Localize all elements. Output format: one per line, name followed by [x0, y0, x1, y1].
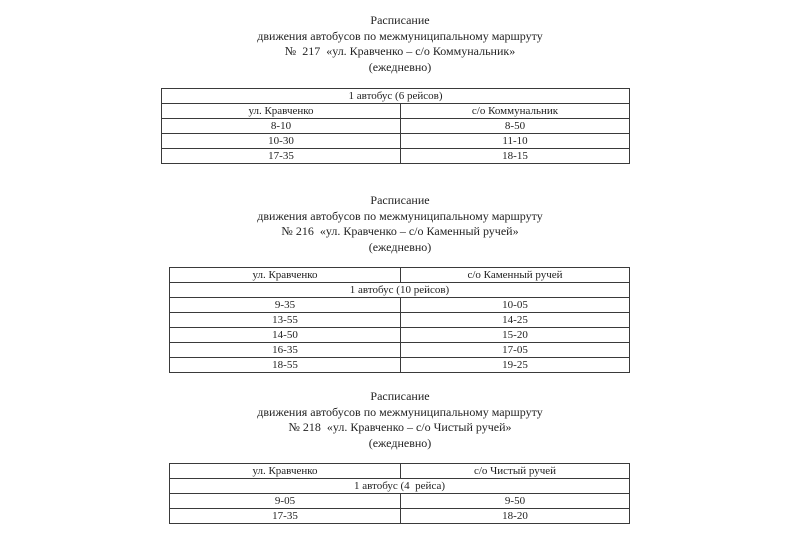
departure-time-cell: 9-05 [170, 494, 401, 509]
return-time-cell: 19-25 [401, 358, 630, 373]
return-time-cell: 18-15 [401, 149, 630, 164]
table-row [162, 119, 630, 134]
departure-time-cell: 13-55 [170, 313, 401, 328]
schedule-216-heading [0, 193, 800, 255]
column-header-from: ул. Кравченко [162, 104, 401, 119]
departure-time-cell: 17-35 [170, 509, 401, 524]
return-time-cell: 11-10 [401, 134, 630, 149]
schedule-216-table [169, 267, 630, 373]
table-row [170, 298, 630, 313]
departure-time-cell: 17-35 [162, 149, 401, 164]
return-time-cell: 14-25 [401, 313, 630, 328]
header-row [162, 104, 630, 119]
heading-title: Расписание [370, 13, 430, 27]
heading-title: Расписание [370, 193, 430, 207]
column-header-to: с/о Чистый ручей [401, 464, 630, 479]
column-header-to: с/о Коммунальник [401, 104, 630, 119]
table-row [170, 328, 630, 343]
schedule-218-table [169, 463, 630, 524]
departure-time-cell: 14-50 [170, 328, 401, 343]
heading-subtitle: движения автобусов по межмуниципальному маршруту [257, 28, 543, 43]
return-time-cell: 9-50 [401, 494, 630, 509]
schedule-217-table [161, 88, 630, 164]
table-row [162, 149, 630, 164]
column-header-to: с/о Каменный ручей [401, 268, 630, 283]
table-row [170, 509, 630, 524]
column-header-from: ул. Кравченко [170, 464, 401, 479]
bus-info-row [170, 283, 630, 298]
departure-time-cell: 9-35 [170, 298, 401, 313]
heading-frequency: (ежедневно) [368, 435, 432, 450]
return-time-cell: 17-05 [401, 343, 630, 358]
header-row [170, 464, 630, 479]
return-time-cell: 15-20 [401, 328, 630, 343]
table-row [170, 343, 630, 358]
bus-info-row [170, 479, 630, 494]
table-row [170, 494, 630, 509]
bus-info-cell: 1 автобус (6 рейсов) [162, 89, 630, 104]
table-row [170, 358, 630, 373]
bus-info-cell: 1 автобус (10 рейсов) [170, 283, 630, 298]
departure-time-cell: 16-35 [170, 343, 401, 358]
departure-time-cell: 10-30 [162, 134, 401, 149]
heading-title: Расписание [370, 389, 430, 403]
bus-info-row [162, 89, 630, 104]
return-time-cell: 8-50 [401, 119, 630, 134]
return-time-cell: 10-05 [401, 298, 630, 313]
heading-route: № 217 «ул. Кравченко – с/о Коммунальник» [284, 44, 516, 58]
heading-frequency: (ежедневно) [368, 59, 432, 74]
heading-subtitle: движения автобусов по межмуниципальному маршруту [257, 404, 543, 419]
return-time-cell: 18-20 [401, 509, 630, 524]
departure-time-cell: 8-10 [162, 119, 401, 134]
heading-route: № 216 «ул. Кравченко – с/о Каменный ручей» [281, 224, 519, 238]
heading-subtitle: движения автобусов по межмуниципальному маршруту [257, 208, 543, 223]
schedule-217-heading [0, 13, 800, 75]
heading-route: № 218 «ул. Кравченко – с/о Чистый ручей» [288, 420, 512, 434]
table-row [170, 313, 630, 328]
schedule-218-heading [0, 389, 800, 451]
header-row [170, 268, 630, 283]
table-row [162, 134, 630, 149]
bus-info-cell: 1 автобус (4 рейса) [170, 479, 630, 494]
departure-time-cell: 18-55 [170, 358, 401, 373]
column-header-from: ул. Кравченко [170, 268, 401, 283]
heading-frequency: (ежедневно) [368, 239, 432, 254]
